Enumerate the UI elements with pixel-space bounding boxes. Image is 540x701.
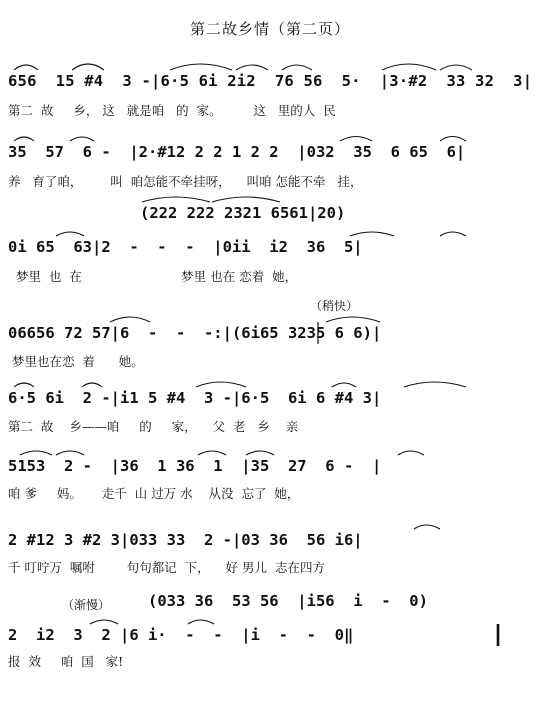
slur-arc — [440, 232, 466, 236]
slur-arc — [14, 383, 34, 387]
tempo-mark-faster: （稍快） — [310, 299, 359, 313]
tempo-mark-slower: （渐慢） — [62, 598, 111, 612]
lyrics-line-4: 梦里 也 在 梦里 也在 恋着 她， — [8, 269, 298, 284]
slur-arc — [404, 382, 466, 387]
notes-line-1: 656 15 #4 3 -|6·5 6i 2i2 76 56 5· |3·#2 33 32 3| — [8, 72, 533, 90]
slur-arc — [142, 197, 210, 202]
slur-arc — [382, 64, 436, 70]
slur-arc — [340, 137, 372, 142]
notes-line-8: 2 #12 3 #2 3|033 33 2 -|03 36 56 i6| — [8, 531, 363, 549]
slur-arc — [188, 620, 214, 624]
slur-arc — [212, 197, 280, 202]
slur-arc — [70, 137, 94, 141]
slur-arc — [198, 451, 226, 455]
slur-arc — [90, 620, 118, 624]
page-title: 第二故乡情（第二页） — [189, 20, 350, 38]
slur-arc — [82, 383, 102, 387]
slur-arc — [72, 64, 104, 70]
slur-arc — [56, 451, 84, 455]
notes-line-7: 5153 2 - |36 1 36 1 |35 27 6 - | — [8, 457, 382, 475]
notes-line-6: 6·5 6i 2 -|i1 5 #4 3 -|6·5 6i 6 #4 3| — [8, 389, 382, 407]
lyrics-line-1: 第二 故 乡， 这 就是咱 的 家。 这 里的人 民 — [8, 103, 336, 118]
lyrics-line-8: 千 叮咛万 嘱咐 句句都记 下， 好 男儿 志在四方 — [8, 560, 325, 575]
notes-line-5: 06656 72 57|6 - - -:|(6i65 3235 6 6)| — [8, 324, 382, 342]
slur-arc — [20, 451, 52, 455]
slur-arc — [14, 65, 38, 70]
slur-arc — [440, 65, 472, 70]
slur-arc — [440, 137, 466, 142]
notes-line-2: 35 57 6 - |2·#12 2 2 1 2 2 |032 35 6 65 6| — [8, 143, 466, 161]
lyrics-line-6: 第二 故 乡——咱 的 家， 父 老 乡 亲 — [8, 419, 299, 434]
notes-line-10: 2 i2 3 2 |6 i· - - |i - - 0‖ — [8, 626, 354, 644]
slur-arc — [196, 382, 246, 387]
slur-arc — [326, 317, 380, 322]
slur-arc — [282, 65, 312, 70]
notes-line-4: 0i 65 63|2 - - - |0ii i2 36 5| — [8, 238, 363, 256]
slur-arc — [246, 451, 274, 455]
lyrics-line-7: 咱 爹 妈。 走千 山 过万 水 从没 忘了 她， — [8, 486, 300, 501]
slur-arc — [332, 383, 356, 387]
notes-line-3-intro: (222 222 2321 6561|20) — [140, 204, 346, 222]
slur-arc — [414, 525, 440, 529]
lyrics-line-2: 养 育了咱， 叫 咱怎能不牵挂呀， 叫咱 怎能不牵 挂， — [8, 174, 363, 189]
slur-arc — [56, 232, 84, 236]
slur-arc — [170, 64, 232, 70]
lyrics-line-10: 报 效 咱 国 家! — [8, 654, 124, 669]
slur-arc — [350, 232, 394, 236]
slur-arc — [398, 451, 424, 455]
lyrics-line-5: 梦里也在恋 着 她。 — [8, 354, 144, 369]
slur-arc — [14, 137, 34, 141]
slur-arc — [236, 65, 268, 70]
notes-line-9-coda: (033 36 53 56 |i56 i - 0) — [120, 592, 428, 610]
slur-arc — [110, 317, 150, 322]
